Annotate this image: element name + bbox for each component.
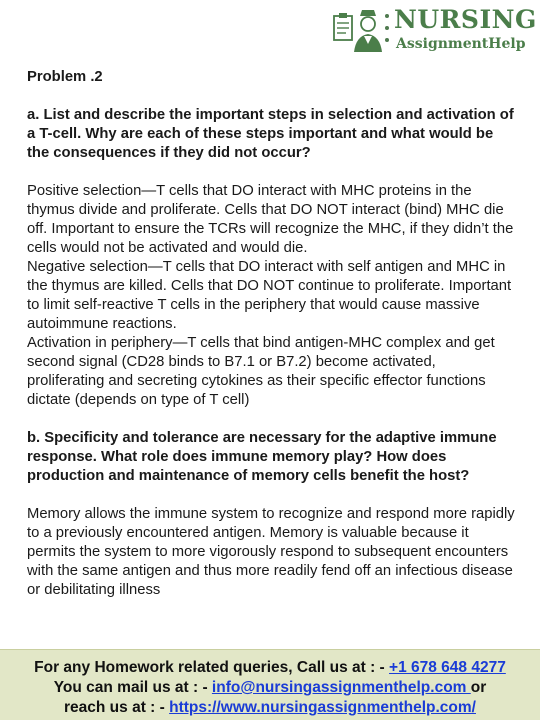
logo-title: NURSING: [394, 5, 537, 34]
problem-title: Problem .2: [27, 69, 103, 85]
footer-mail-text: You can mail us at : -: [53, 679, 212, 696]
footer-call-line: [0, 658, 540, 678]
phone-link[interactable]: +1 678 648 4277: [389, 659, 506, 676]
question-a: a. List and describe the important steps in selection and activation of a T-cell. Why are each of these steps important and what would be the consequences if they did not occur?: [27, 107, 514, 161]
contact-footer: [0, 649, 540, 720]
website-link[interactable]: https://www.nursingassignmenthelp.com/: [169, 699, 476, 716]
footer-or-text: or: [470, 679, 487, 696]
footer-call-text: For any Homework related queries, Call us at : -: [34, 659, 390, 676]
email-link[interactable]: info@nursingassignmenthelp.com: [211, 679, 471, 696]
brand-logo: [332, 4, 537, 56]
answer-b: Memory allows the immune system to recognize and respond more rapidly to a previously encountered antigen. Memory is valuable because it permits the system to more vigorously respond to subsequent encounters with the same antigen and thus more readily fend off an infectious disease or debilitating illness: [27, 506, 515, 598]
logo-subtitle: AssignmentHelp: [396, 36, 526, 52]
nurse-icon: [332, 6, 384, 54]
footer-url-line: [0, 698, 540, 718]
footer-mail-line: [0, 678, 540, 698]
answer-a-negative-selection: Negative selection—T cells that DO interact with self antigen and MHC in the thymus are killed. Cells that DO NOT continue to proliferate. Important to limit self-reactive T cells in the periphery that would cause massive autoimmune reactions.: [27, 259, 512, 332]
answer-a-positive-selection: Positive selection—T cells that DO interact with MHC proteins in the thymus divide and proliferate. Cells that DO NOT interact (bind) MHC die off. Important to ensure the TCRs will recognize the MHC, if they didn’t the cells would not be activated and would die.: [27, 183, 514, 256]
document-body: [27, 68, 517, 600]
logo-divider: [384, 14, 390, 50]
footer-url-text: reach us at : -: [64, 699, 170, 716]
question-b: b. Specificity and tolerance are necessary for the adaptive immune response. What role does immune memory play? How does production and maintenance of memory cells benefit the host?: [27, 430, 497, 484]
answer-a-activation: Activation in periphery—T cells that bind antigen-MHC complex and get second signal (CD28 binds to B7.1 or B7.2) become activated, proliferating and secreting cytokines as their specific effector functions dictate (depends on type of T cell): [27, 335, 495, 408]
